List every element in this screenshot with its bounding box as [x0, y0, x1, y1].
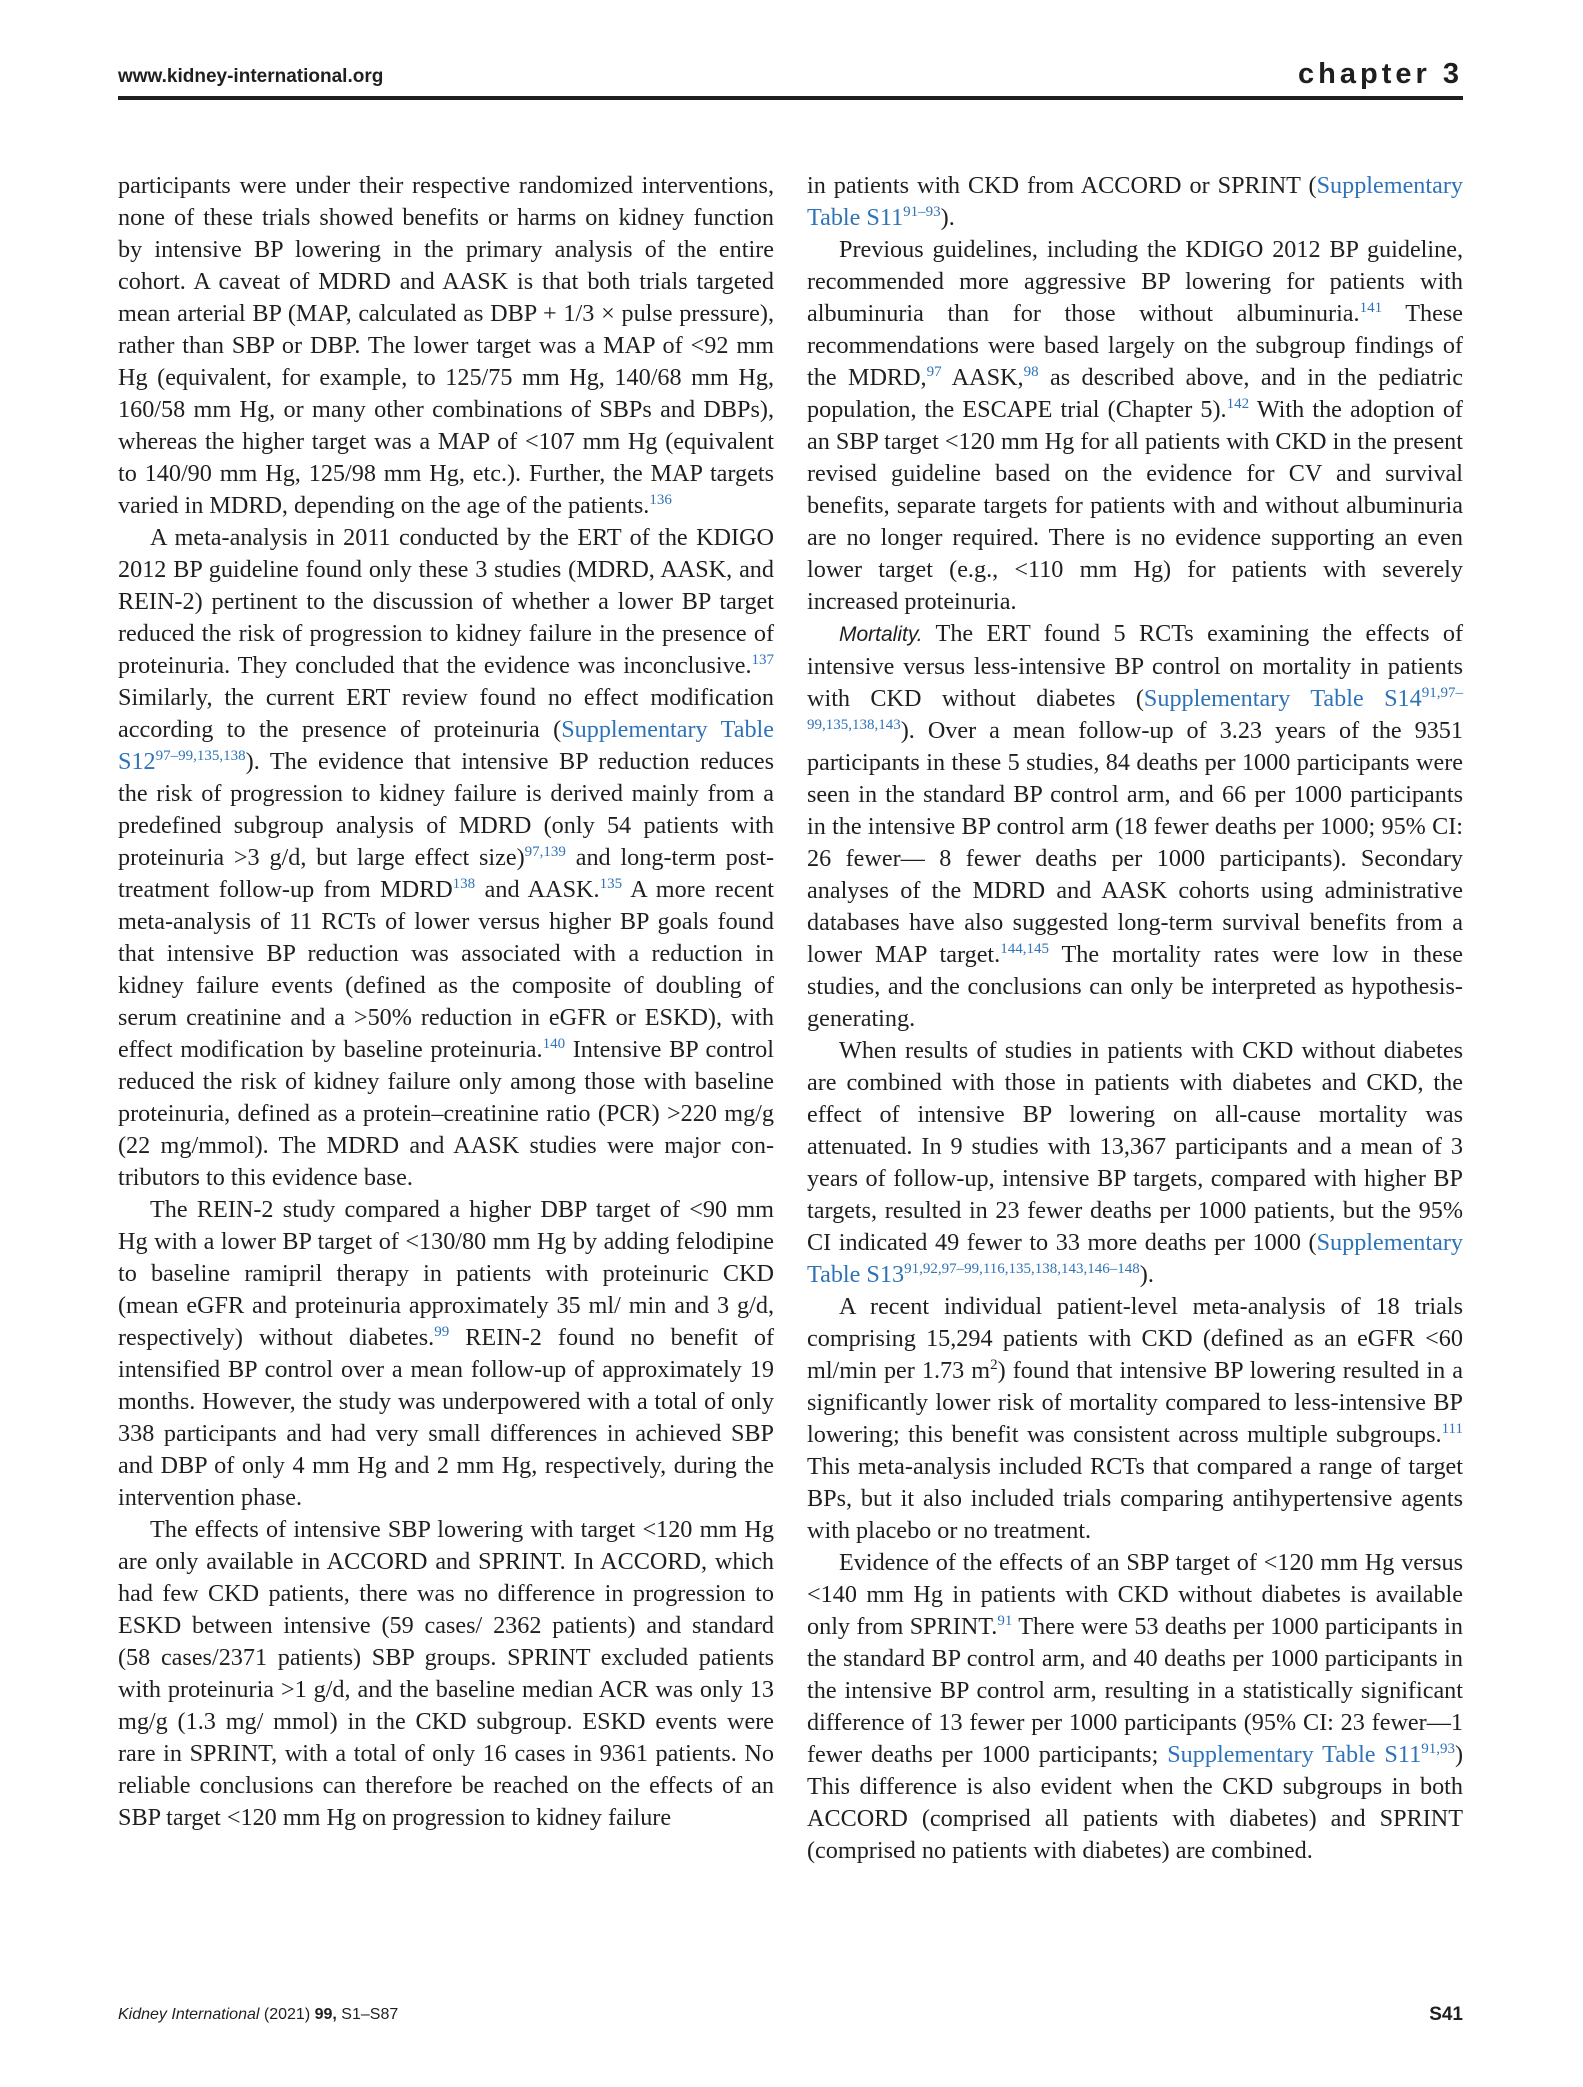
citation: 135 — [599, 875, 623, 892]
citation: 142 — [1226, 395, 1250, 412]
citation: 137 — [751, 651, 774, 668]
citation: 99 — [434, 1323, 450, 1340]
chapter-label: chapter 3 — [1298, 58, 1463, 90]
citation: 97,139 — [524, 843, 566, 860]
paragraph: in patients with CKD from ACCORD or SPRINT (Supplementary Table S11$^{91-93}$). — [807, 172, 1463, 231]
citation: 111 — [1441, 1420, 1463, 1437]
supplementary-table-link[interactable]: Supplementary Table S13 — [807, 1229, 1463, 1288]
paragraph: A meta-analysis in 2011 conducted by the ERT of the KDIGO 2012 BP guideline found only these 3 studies (MDRD, AASK, and REIN-2) pertinent to the discussion of whether a lower BP target reduced the risk of progression to kidney failure in the presence of proteinuria. They concluded that the evidence was inconclusive.$^{137}$ Similarly, the current ERT review found no effect modification according to the presence of proteinuria (Supplementary Table S12$^{97-99,135,138}$). The evidence that intensive BP reduction reduces the risk of progression to kidney failure is derived mainly from a predefined subgroup analysis of MDRD (only 54 patients with proteinuria >3 g/d, but large effect size)$^{97,139}$ and long-term post-treatment follow-up from MDRD$^{138}$ and AASK.$^{135}$ A more recent meta-analysis of 11 RCTs of lower versus higher BP goals found that intensive BP reduction was associated with a reduction in kidney failure events (defined as the composite of doubling of serum creatinine and a >50% reduction in eGFR or ESKD), with effect modification by baseline proteinuria.$^{140}$ Intensive BP control reduced the risk of kidney failure only among those with baseline proteinuria, defined as a protein–creatinine ratio (PCR) >220 mg/g (22 mg/mmol). The MDRD and AASK studies were major contributors to this evidence base. — [118, 524, 775, 1191]
paragraph: The REIN-2 study compared a higher DBP target of <90 mm Hg with a lower BP target of <130/80 mm Hg by adding felodipine to baseline ramipril therapy in patients with proteinuric CKD (mean eGFR and proteinuria approximately 35 ml/ min and 3 g/d, respectively) without diabetes.$^{99}$ REIN-2 found no benefit of intensified BP control over a mean follow-up of approximately 19 months. However, the study was underpowered with a total of only 338 participants and had very small differences in achieved SBP and DBP of only 4 mm Hg and 2 mm Hg, respectively, during the intervention phase. — [118, 1196, 775, 1511]
supplementary-table-link[interactable]: Supplementary Table S12 — [118, 716, 774, 775]
supplementary-table-link[interactable]: Supplementary Table S11 — [807, 172, 1463, 231]
left-column — [118, 170, 774, 1834]
superscript: 2 — [990, 1356, 998, 1373]
citation: 91,92,97–99,116,135,138,143,146–148 — [904, 1260, 1140, 1277]
paragraph: Previous guidelines, including the KDIGO 2012 BP guideline, recommended more aggressive BP lowering for patients with albuminuria than for those without albuminuria.$^{141}$ These recommendations were based largely on the subgroup findings of the MDRD,$^{97}$ AASK,$^{98}$ as described above, and in the pediatric population, the ESCAPE trial (Chapter 5).$^{142}$ With the adoption of an SBP target <120 mm Hg for all patients with CKD in the present revised guideline based on the evidence for CV and survival benefits, separate targets for patients with and without albuminuria are no longer required. There is no evidence supporting an even lower target (e.g., <110 mm Hg) for patients with severely increased proteinuria. — [807, 236, 1463, 615]
citation: 97–99,135,138 — [155, 747, 246, 764]
citation: 91 — [997, 1612, 1013, 1629]
supplementary-table-link[interactable]: Supplementary Table S11 — [1167, 1741, 1422, 1768]
paragraph: The effects of intensive SBP lowering with target <120 mm Hg are only available in ACCORD and SPRINT. In ACCORD, which had few CKD patients, there was no difference in progression to ESKD between intensive (59 cases/ 2362 patients) and standard (58 cases/2371 patients) SBP groups. SPRINT excluded patients with proteinuria >1 g/d, and the baseline median ACR was only 13 mg/g (1.3 mg/ mmol) in the CKD subgroup. ESKD events were rare in SPRINT, with a total of only 16 cases in 9361 patients. No reliable conclusions can therefore be reached on the effects of an SBP target <120 mm Hg on progression to kidney failure — [118, 1516, 774, 1831]
citation: 98 — [1023, 363, 1039, 380]
citation: 91,93 — [1421, 1740, 1455, 1757]
journal-website: www.kidney-international.org — [118, 66, 384, 87]
journal-citation: Kidney International (2021) 99, S1–S87 — [118, 2006, 399, 2023]
supplementary-table-link[interactable]: Supplementary Table S14 — [1143, 685, 1422, 712]
citation: 91,97–99,135,138,143 — [807, 684, 1463, 733]
citation: 144,145 — [1000, 940, 1049, 957]
paragraph: Mortality. The ERT found 5 RCTs examining the effects of intensive versus less-intensive BP control on mortality in patients with CKD without diabetes (Supplementary Table S14$^{91,97-99,135,138,143}$). Over a mean follow-up of 3.23 years of the 9351 participants in these 5 studies, 84 deaths per 1000 participants were seen in the standard BP control arm, and 66 per 1000 participants in the intensive BP control arm (18 fewer deaths per 1000; 95% CI: 26 fewer— 8 fewer deaths per 1000 participants). Secondary analyses of the MDRD and AASK cohorts using administrative databases have also suggested long-term survival benefits from a lower MAP target.$^{144,145}$ The mortality rates were low in these studies, and the conclusions can only be interpreted as hypothesis-generating. — [807, 620, 1463, 1032]
citation: 141 — [1359, 299, 1383, 316]
paragraph: A recent individual patient-level meta-analysis of 18 trials comprising 15,294 patients with CKD (defined as an eGFR <60 ml/min per 1.73 $m^2$) found that intensive BP lowering resulted in a significantly lower risk of mortality compared to less-intensive BP lowering; this benefit was consistent across multiple subgroups.$^{111}$ This meta-analysis included RCTs that compared a range of target BPs, but it also included trials comparing antihypertensive agents with placebo or no treatment. — [807, 1293, 1463, 1544]
citation: 136 — [649, 491, 672, 508]
page-number: S41 — [1429, 2004, 1463, 2025]
paragraph: Evidence of the effects of an SBP target of <120 mm Hg versus <140 mm Hg in patients with CKD without diabetes is available only from SPRINT.$^{91}$ There were 53 deaths per 1000 participants in the standard BP control arm, and 40 deaths per 1000 participants in the intensive BP control arm, resulting in a statistically significant difference of 13 fewer per 1000 participants (95% CI: 23 fewer—1 fewer deaths per 1000 participants; Supplementary Table S11$^{91,93}$) This difference is also evident when the CKD subgroups in both ACCORD (comprised all patients with diabetes) and SPRINT (comprised no patients with diabetes) are combined. — [807, 1549, 1463, 1864]
citation: 138 — [452, 875, 476, 892]
citation: 97 — [926, 363, 942, 380]
section-subheading: Mortality. — [839, 623, 923, 646]
paragraph: When results of studies in patients with CKD without diabetes are combined with those in patients with diabetes and CKD, the effect of intensive BP lowering on all-cause mortality was attenuated. In 9 studies with 13,367 participants and a mean of 3 years of follow-up, intensive BP targets, compared with higher BP targets, resulted in 23 fewer deaths per 1000 patients, but the 95% CI indicated 49 fewer to 33 more deaths per 1000 (Supplementary Table S13$^{91,92,97-99,116,135,138,143,146-148}$). — [807, 1037, 1463, 1288]
citation: 91–93 — [903, 203, 941, 220]
right-column — [807, 170, 1463, 1867]
citation: 140 — [542, 1035, 566, 1052]
paragraph: participants were under their respective randomized interventions, none of these trials showed benefits or harms on kidney function by intensive BP lowering in the primary analysis of the entire cohort. A caveat of MDRD and AASK is that both trials targeted mean arterial BP (MAP, calculated as DBP + 1/3 × pulse pressure), rather than SBP or DBP. The lower target was a MAP of <92 mm Hg (equivalent, for example, to 125/75 mm Hg, 140/68 mm Hg, 160/58 mm Hg, or many other combinations of SBPs and DBPs), whereas the higher target was a MAP of <107 mm Hg (equivalent to 140/90 mm Hg, 125/98 mm Hg, etc.). Further, the MAP targets varied in MDRD, depending on the age of the patients.$^{136}$ — [118, 172, 774, 519]
header-rule — [118, 96, 1463, 100]
